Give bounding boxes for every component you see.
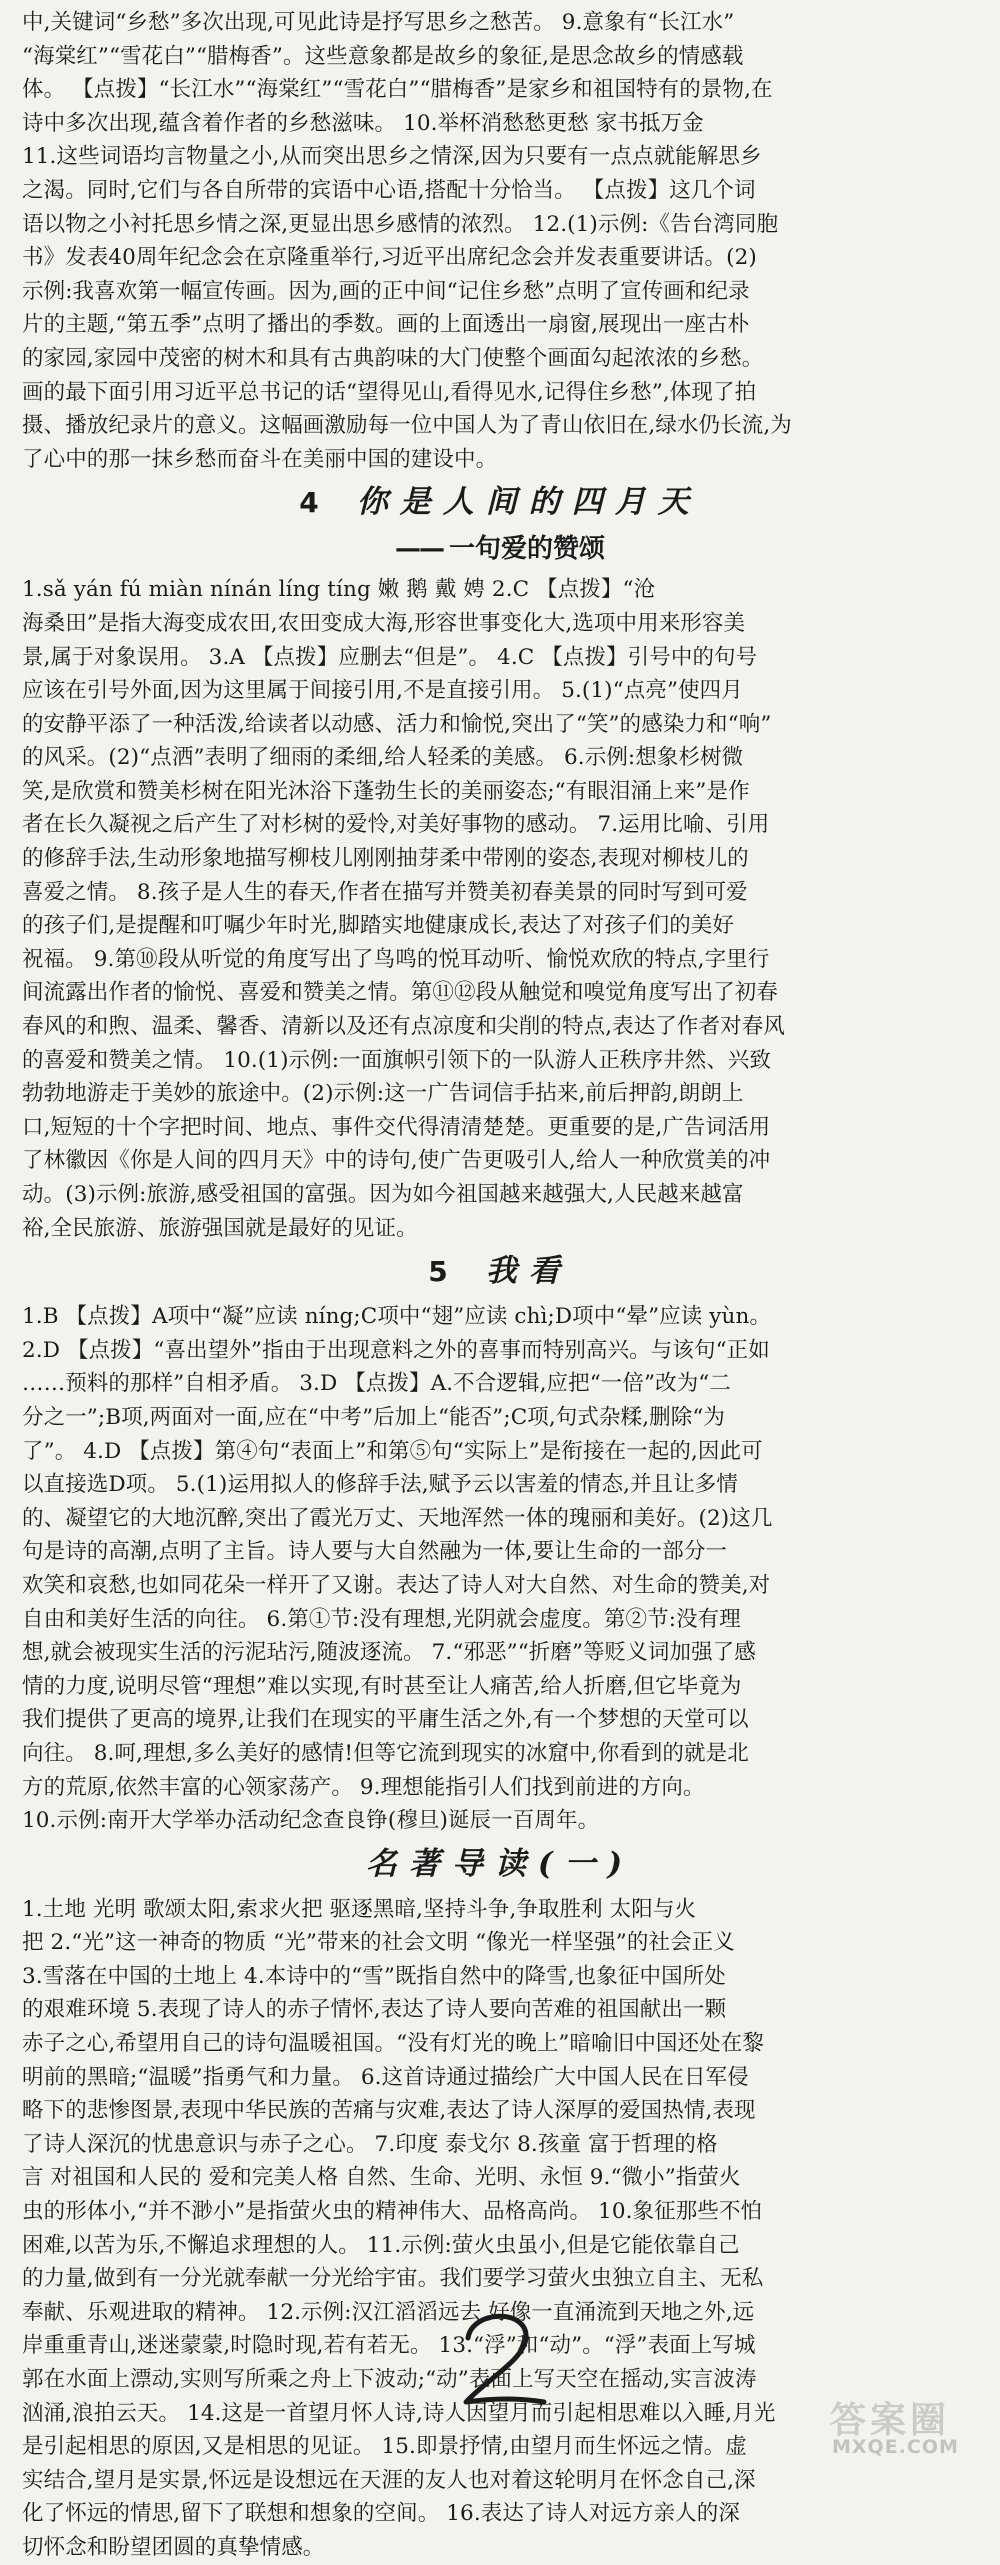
section-heading	[22, 1844, 978, 1889]
answer-line: 者在长久凝视之后产生了对杉树的爱怜,对美好事物的感动。 7.运用比喻、引用	[22, 808, 978, 842]
answer-line: “海棠红”“雪花白”“腊梅香”。这些意象都是故乡的象征,是思念故乡的情感载	[22, 40, 978, 74]
answer-line: 虫的形体小,“并不渺小”是指萤火虫的精神伟大、品格高尚。 10.象征那些不怕	[22, 2195, 978, 2229]
answer-line: 1.sǎ yán fú miàn nínán líng tíng 嫩 鹅 戴 娉 2.C 【点拨】“沧	[22, 573, 978, 607]
answer-line: 10.示例:南开大学举办活动纪念查良铮(穆旦)诞辰一百周年。	[22, 1804, 978, 1838]
subtitle-text: 一句爱的赞颂	[449, 534, 605, 564]
answer-line: 间流露出作者的愉悦、喜爱和赞美之情。第⑪⑫段从触觉和嗅觉角度写出了初春	[22, 976, 978, 1010]
answer-line: 我们提供了更高的境界,让我们在现实的平庸生活之外,有一个梦想的天堂可以	[22, 1703, 978, 1737]
section-heading	[22, 1251, 978, 1296]
answer-line: 诗中多次出现,蕴含着作者的乡愁滋味。 10.举杯消愁愁更愁 家书抵万金	[22, 107, 978, 141]
answer-line: 的喜爱和赞美之情。 10.(1)示例:一面旗帜引领下的一队游人正秩序井然、兴致	[22, 1044, 978, 1078]
answer-line: 应该在引号外面,因为这里属于间接引用,不是直接引用。 5.(1)“点亮”使四月	[22, 674, 978, 708]
answer-line: 中,关键词“乡愁”多次出现,可见此诗是抒写思乡之愁苦。 9.意象有“长江水”	[22, 6, 978, 40]
answer-line: 之渴。同时,它们与各自所带的宾语中心语,搭配十分恰当。 【点拨】这几个词	[22, 174, 978, 208]
answer-line: 情的力度,说明尽管“理想”难以实现,有时甚至让人痛苦,给人折磨,但它毕竟为	[22, 1670, 978, 1704]
answer-line: 困难,以苦为乐,不懈追求理想的人。 11.示例:萤火虫虽小,但是它能依靠自己	[22, 2229, 978, 2263]
answer-line: 的修辞手法,生动形象地描写柳枝儿刚刚抽芽柔中带刚的姿态,表现对柳枝儿的	[22, 842, 978, 876]
answer-line: 了”。 4.D 【点拨】第④句“表面上”和第⑤句“实际上”是衔接在一起的,因此可	[22, 1435, 978, 1469]
answer-line: 向往。 8.呵,理想,多么美好的感情!但等它流到现实的冰窟中,你看到的就是北	[22, 1737, 978, 1771]
answer-line: 11.这些词语均言物量之小,从而突出思乡之情深,因为只要有一点点就能解思乡	[22, 140, 978, 174]
section-number: 5	[428, 1255, 447, 1288]
answer-line: 画的最下面引用习近平总书记的话“望得见山,看得见水,记得住乡愁”,体现了拍	[22, 376, 978, 410]
section-title: 我看	[486, 1253, 572, 1289]
answer-line: 摄、播放纪录片的意义。这幅画激励每一位中国人为了青山依旧在,绿水仍长流,为	[22, 409, 978, 443]
answer-line: 3.雪落在中国的土地上 4.本诗中的“雪”既指自然中的降雪,也象征中国所处	[22, 1960, 978, 1994]
answer-line: 把 2.“光”这一神奇的物质 “光”带来的社会文明 “像光一样坚强”的社会正义	[22, 1926, 978, 1960]
answer-line: 语以物之小衬托思乡情之深,更显出思乡感情的浓烈。 12.(1)示例:《告台湾同胞	[22, 208, 978, 242]
answer-line: 示例:我喜欢第一幅宣传画。因为,画的正中间“记住乡愁”点明了宣传画和纪录	[22, 275, 978, 309]
answer-line: 分之一”;B项,两面对一面,应在“中考”后加上“能否”;C项,句式杂糅,删除“为	[22, 1401, 978, 1435]
answer-line: 欢笑和哀愁,也如同花朵一样开了又谢。表达了诗人对大自然、对生命的赞美,对	[22, 1569, 978, 1603]
section-title: 名著导读(一)	[366, 1846, 634, 1882]
section-title: 你是人间的四月天	[357, 484, 701, 520]
answer-line: 2.D 【点拨】“喜出望外”指由于出现意料之外的喜事而特别高兴。与该句“正如	[22, 1334, 978, 1368]
answer-line: 想,就会被现实生活的污泥玷污,随波逐流。 7.“邪恶”“折磨”等贬义词加强了感	[22, 1636, 978, 1670]
answer-line: 的艰难环境 5.表现了诗人的赤子情怀,表达了诗人要向苦难的祖国献出一颗	[22, 1993, 978, 2027]
answer-line: 勃勃地游走于美妙的旅途中。(2)示例:这一广告词信手拈来,前后押韵,朗朗上	[22, 1077, 978, 1111]
answer-line: 片的主题,“第五季”点明了播出的季数。画的上面透出一扇窗,展现出一座古朴	[22, 308, 978, 342]
answer-line: 春风的和煦、温柔、馨香、清新以及还有点凉度和尖削的特点,表达了作者对春风	[22, 1010, 978, 1044]
watermark-cn: 答案圈	[830, 2392, 950, 2443]
section-number: 4	[299, 486, 318, 519]
answer-line: 口,短短的十个字把时间、地点、事件交代得清清楚楚。更重要的是,广告词活用	[22, 1111, 978, 1145]
answer-line: 句是诗的高潮,点明了主旨。诗人要与大自然融为一体,要让生命的一部分一	[22, 1535, 978, 1569]
answer-line: 以直接选D项。 5.(1)运用拟人的修辞手法,赋予云以害羞的情态,并且让多情	[22, 1468, 978, 1502]
answer-line: 的力量,做到有一分光就奉献一分光给宇宙。我们要学习萤火虫独立自主、无私	[22, 2262, 978, 2296]
answer-line: 裕,全民旅游、旅游强国就是最好的见证。	[22, 1212, 978, 1246]
answer-line: 祝福。 9.第⑩段从听觉的角度写出了鸟鸣的悦耳动听、愉悦欢欣的特点,字里行	[22, 943, 978, 977]
answer-line: 1.B 【点拨】A项中“凝”应读 níng;C项中“翅”应读 chì;D项中“晕”应读 yùn。	[22, 1300, 978, 1334]
answer-line: 喜爱之情。 8.孩子是人生的春天,作者在描写并赞美初春美景的同时写到可爱	[22, 876, 978, 910]
answer-line: 体。 【点拨】“长江水”“海棠红”“雪花白”“腊梅香”是家乡和祖国特有的景物,在	[22, 73, 978, 107]
answer-line: 是引起相思的原因,又是相思的见证。 15.即景抒情,由望月而生怀远之情。虚	[22, 2430, 978, 2464]
answer-line: 的风采。(2)“点洒”表明了细雨的柔细,给人轻柔的美感。 6.示例:想象杉树微	[22, 741, 978, 775]
answer-line: 的安静平添了一种活泼,给读者以动感、活力和愉悦,突出了“笑”的感染力和“响”	[22, 708, 978, 742]
answer-line: 岸重重青山,迷迷蒙蒙,时隐时现,若有若无。 13.“浮”和“动”。“浮”表面上写城	[22, 2329, 978, 2363]
answer-line: 的家园,家园中茂密的树木和具有古典韵味的大门使整个画面勾起浓浓的乡愁。	[22, 342, 978, 376]
answer-line: 赤子之心,希望用自己的诗句温暖祖国。“没有灯光的晚上”暗喻旧中国还处在黎	[22, 2027, 978, 2061]
answer-line: 海桑田”是指大海变成农田,农田变成大海,形容世事变化大,选项中用来形容美	[22, 607, 978, 641]
site-watermark	[812, 2392, 982, 2462]
answer-line: 略下的悲惨图景,表现中华民族的苦痛与灾难,表达了诗人深厚的爱国热情,表现	[22, 2094, 978, 2128]
answer-line: 实结合,望月是实景,怀远是设想远在天涯的友人也对着这轮明月在怀念自己,深	[22, 2464, 978, 2498]
section-subtitle	[22, 531, 978, 567]
answer-line: 的、凝望它的大地沉醉,突出了霞光万丈、天地浑然一体的瑰丽和美好。(2)这几	[22, 1502, 978, 1536]
answer-line: 1.土地 光明 歌颂太阳,索求火把 驱逐黑暗,坚持斗争,争取胜利 太阳与火	[22, 1893, 978, 1927]
answer-line: 动。(3)示例:旅游,感受祖国的富强。因为如今祖国越来越强大,人民越来越富	[22, 1178, 978, 1212]
subtitle-dash: ——	[395, 534, 443, 564]
watermark-url: MXQE.COM	[832, 2436, 959, 2458]
answer-line: 言 对祖国和人民的 爱和完美人格 自然、生命、光明、永恒 9.“微小”指萤火	[22, 2161, 978, 2195]
answer-line: 化了怀远的情思,留下了联想和想象的空间。 16.表达了诗人对远方亲人的深	[22, 2497, 978, 2531]
answer-line: 的孩子们,是提醒和叮嘱少年时光,脚踏实地健康成长,表达了对孩子们的美好	[22, 909, 978, 943]
answer-line: 了心中的那一抹乡愁而奋斗在美丽中国的建设中。	[22, 443, 978, 477]
answer-line: 切怀念和盼望团圆的真挚情感。	[22, 2531, 978, 2565]
answer-line: ……预料的那样”自相矛盾。 3.D 【点拨】A.不合逻辑,应把“一倍”改为“二	[22, 1367, 978, 1401]
answer-line: 了林徽因《你是人间的四月天》中的诗句,使广告更吸引人,给人一种欣赏美的冲	[22, 1144, 978, 1178]
answer-line: 郭在水面上漂动,实则写所乘之舟上下波动;“动”表面上写天空在摇动,实言波涛	[22, 2363, 978, 2397]
answer-line: 了诗人深沉的忧患意识与赤子之心。 7.印度 泰戈尔 8.孩童 富于哲理的格	[22, 2128, 978, 2162]
answer-line: 书》发表40周年纪念会在京隆重举行,习近平出席纪念会并发表重要讲话。(2)	[22, 241, 978, 275]
section-heading	[22, 482, 978, 527]
answer-line: 笑,是欣赏和赞美杉树在阳光沐浴下蓬勃生长的美丽姿态;“有眼泪涌上来”是作	[22, 775, 978, 809]
answer-line: 明前的黑暗;“温暖”指勇气和力量。 6.这首诗通过描绘广大中国人民在日军侵	[22, 2061, 978, 2095]
answer-line: 汹涌,浪拍云天。 14.这是一首望月怀人诗,诗人因望月而引起相思难以入睡,月光	[22, 2397, 978, 2431]
answer-line: 奉献、乐观进取的精神。 12.示例:汉江滔滔远去,好像一直涌流到天地之外,远	[22, 2296, 978, 2330]
answer-line: 景,属于对象误用。 3.A 【点拨】应删去“但是”。 4.C 【点拨】引号中的句号	[22, 641, 978, 675]
answer-line: 自由和美好生活的向往。 6.第①节:没有理想,光阴就会虚度。第②节:没有理	[22, 1603, 978, 1637]
handwritten-page-number	[446, 2298, 556, 2418]
answer-line: 方的荒原,依然丰富的心领家荡产。 9.理想能指引人们找到前进的方向。	[22, 1771, 978, 1805]
